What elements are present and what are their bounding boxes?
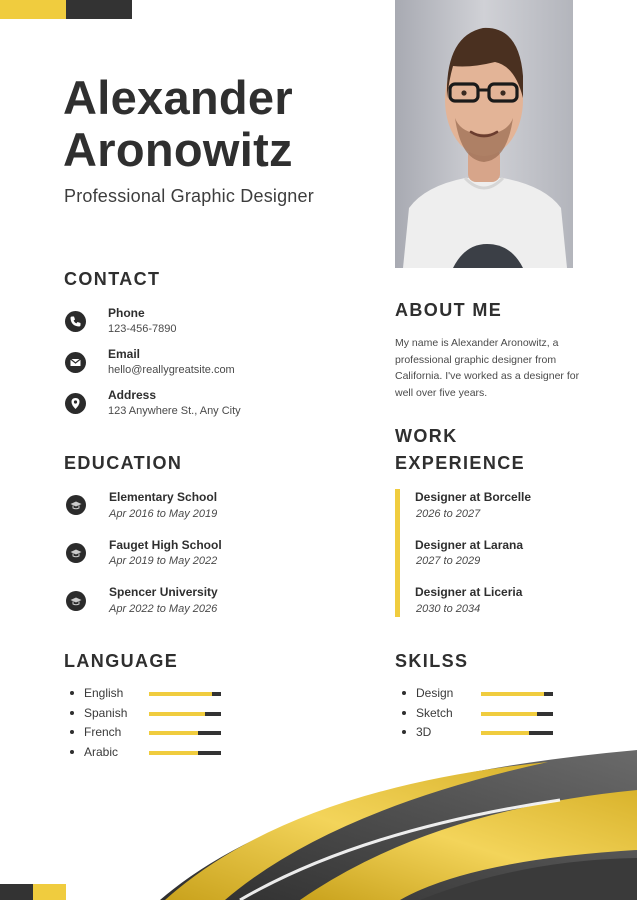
contact-phone-value: 123-456-7890 — [108, 323, 177, 335]
language-name: Arabic — [84, 745, 119, 759]
work-item-dates: 2026 to 2027 — [416, 508, 481, 520]
work-item-dates: 2027 to 2029 — [416, 555, 481, 567]
work-item-dates: 2030 to 2034 — [416, 603, 481, 615]
first-name: Alexander — [63, 71, 293, 124]
language-level-bar — [149, 731, 221, 735]
contact-address-value: 123 Anywhere St., Any City — [108, 405, 241, 417]
education-item-dates: Apr 2022 to May 2026 — [109, 603, 218, 615]
skills-heading: SKILSS — [395, 651, 469, 671]
full-name — [63, 72, 293, 176]
bullet — [70, 711, 74, 715]
last-name: Aronowitz — [63, 123, 293, 176]
language-heading: LANGUAGE — [64, 651, 179, 671]
graduation-cap-icon — [66, 591, 86, 611]
about-text: My name is Alexander Aronowitz, a professional graphic designer from California. I've worked as a designer for well over five years. — [395, 337, 580, 399]
education-heading: EDUCATION — [64, 453, 183, 473]
skill-level-fill — [481, 731, 529, 735]
skill-level-bar — [481, 731, 553, 735]
language-name: English — [84, 686, 124, 700]
language-level-fill — [149, 731, 198, 735]
skill-name: Design — [416, 686, 454, 700]
bullet — [402, 711, 406, 715]
skill-level-fill — [481, 712, 537, 716]
bullet — [402, 730, 406, 734]
graduation-cap-icon — [66, 495, 86, 515]
work-heading-line1: WORK — [395, 426, 458, 446]
work-item-role: Designer at Borcelle — [415, 490, 532, 504]
work-item-role: Designer at Larana — [415, 538, 524, 552]
bullet — [70, 730, 74, 734]
bottom-accent-yellow — [33, 884, 66, 900]
contact-phone-label: Phone — [108, 306, 145, 320]
language-level-fill — [149, 712, 205, 716]
language-level-bar — [149, 692, 221, 696]
email-icon — [65, 352, 86, 373]
skill-name: Sketch — [416, 706, 453, 720]
top-accent-dark — [66, 0, 132, 19]
profile-photo-illustration — [395, 0, 573, 268]
education-item-title: Fauget High School — [109, 538, 222, 552]
about-heading: ABOUT ME — [395, 300, 503, 320]
language-name: Spanish — [84, 706, 128, 720]
education-item-title: Spencer University — [109, 585, 218, 599]
work-heading-line2: EXPERIENCE — [395, 453, 526, 473]
contact-address-label: Address — [108, 388, 157, 402]
contact-email-value[interactable]: hello@reallygreatsite.com — [108, 364, 235, 376]
work-heading — [395, 423, 525, 477]
job-title: Professional Graphic Designer — [64, 186, 314, 206]
contact-heading: CONTACT — [64, 269, 161, 289]
decorative-swoosh — [0, 740, 637, 900]
language-level-bar — [149, 712, 221, 716]
language-level-fill — [149, 692, 212, 696]
location-icon — [65, 393, 86, 414]
skill-level-fill — [481, 692, 544, 696]
top-accent-yellow — [0, 0, 66, 19]
education-item-dates: Apr 2019 to May 2022 — [109, 555, 218, 567]
contact-email-label: Email — [108, 347, 141, 361]
education-item-dates: Apr 2016 to May 2019 — [109, 508, 218, 520]
work-item-role: Designer at Liceria — [415, 585, 523, 599]
skill-level-bar — [481, 692, 553, 696]
skill-name: 3D — [416, 725, 432, 739]
graduation-cap-icon — [66, 543, 86, 563]
bullet — [70, 691, 74, 695]
bullet — [402, 691, 406, 695]
profile-photo — [395, 0, 573, 268]
phone-icon — [65, 311, 86, 332]
language-name: French — [84, 725, 122, 739]
bottom-accent-dark — [0, 884, 33, 900]
education-item-title: Elementary School — [109, 490, 218, 504]
work-timeline-bar — [395, 489, 400, 617]
skill-level-bar — [481, 712, 553, 716]
